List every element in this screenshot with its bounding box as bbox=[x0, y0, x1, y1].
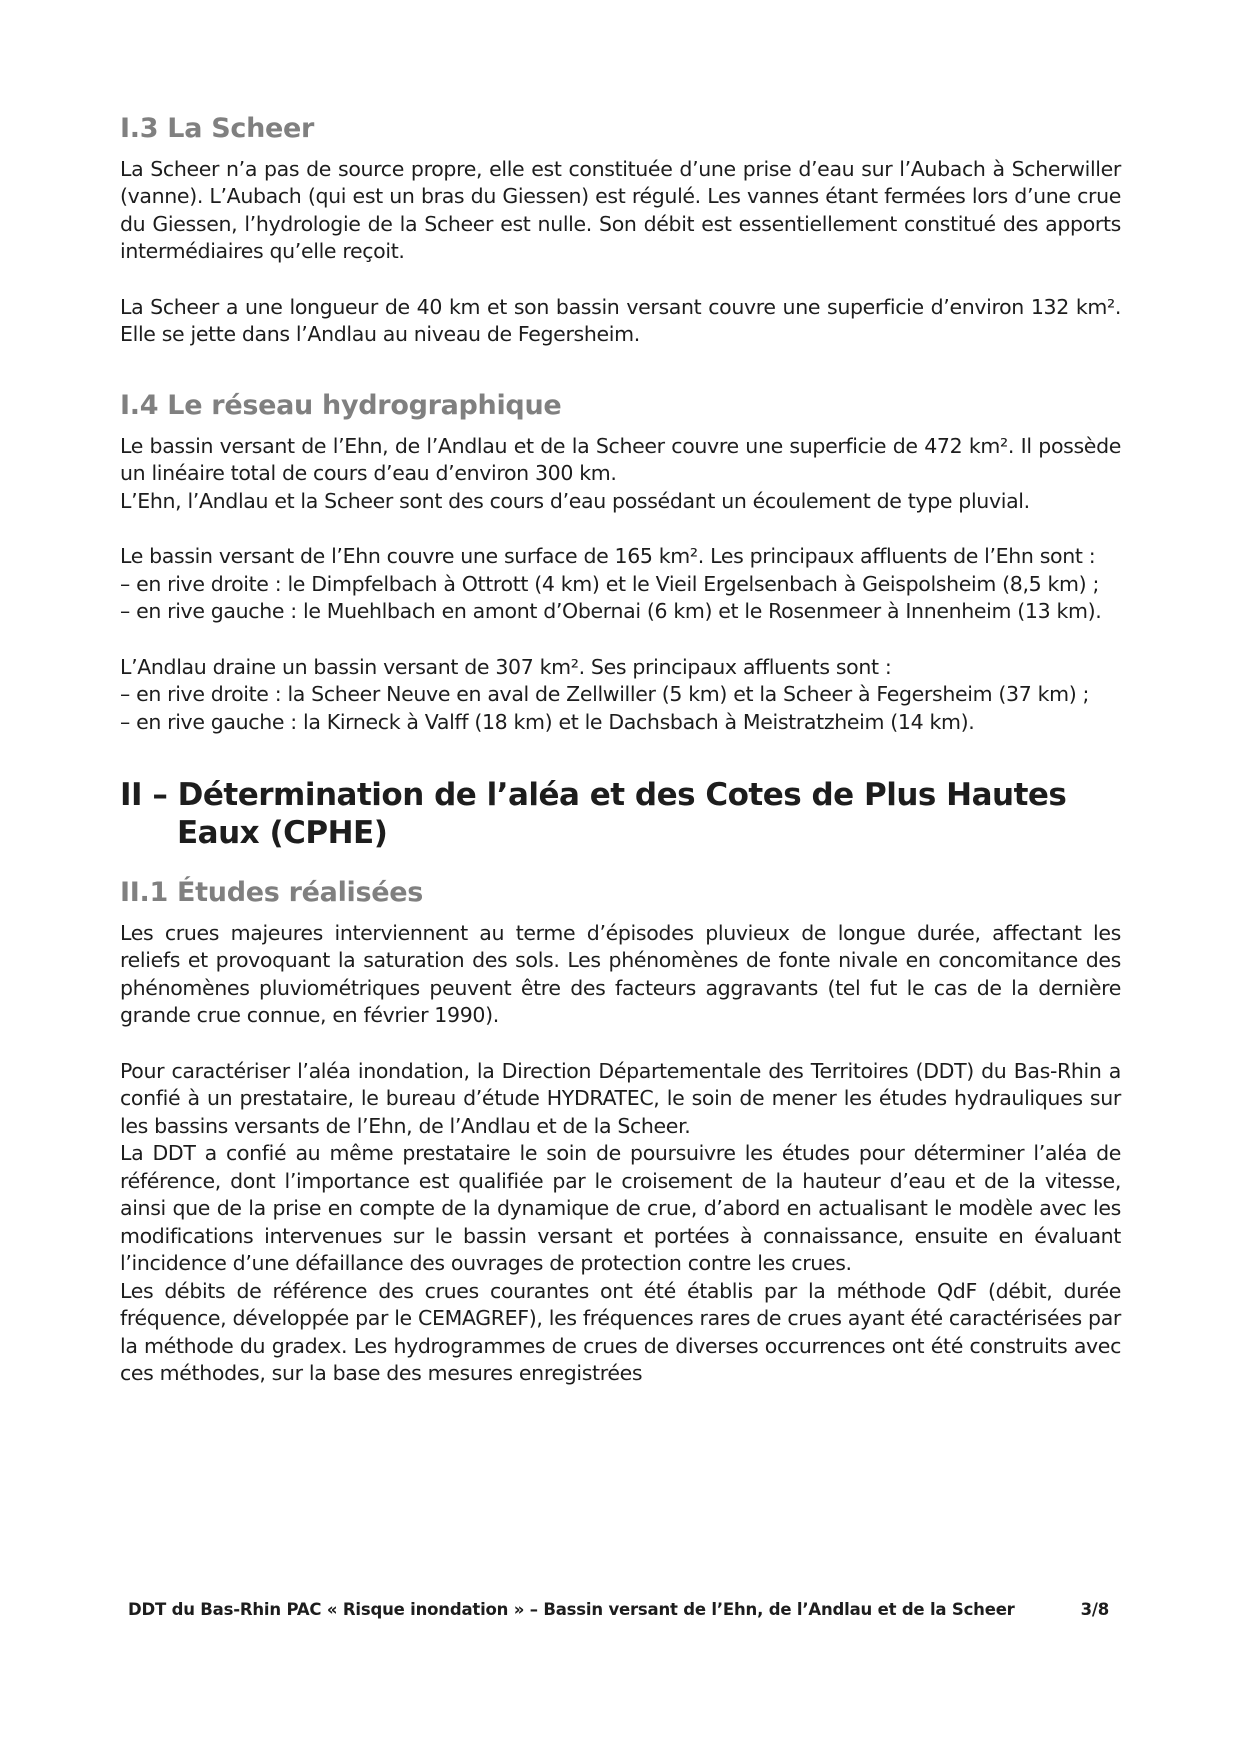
footer-title: DDT du Bas-Rhin PAC « Risque inondation » – Bassin versant de l’Ehn, de l’Andlau et de la Scheer bbox=[128, 1600, 1015, 1619]
paragraph: Le bassin versant de l’Ehn couvre une surface de 165 km². Les principaux affluents de l’Ehn sont : bbox=[120, 544, 1096, 568]
page-footer bbox=[128, 1600, 1109, 1619]
paragraph: L’Andlau draine un bassin versant de 307 km². Ses principaux affluents sont : bbox=[120, 654, 892, 679]
section-heading-1-4: I.4 Le réseau hydrographique bbox=[120, 389, 562, 421]
list-item: – en rive gauche : la Kirneck à Valff (18 km) et le Dachsbach à Meistratzheim (14 km). bbox=[120, 709, 975, 734]
paragraph: Pour caractériser l’aléa inondation, la Direction Départementale des Territoires (DDT) du Bas-Rhin a confié à un prestataire, le bureau d’étude HYDRATEC, le soin de mener les études hydrauliques sur les bassins versants de l’Ehn, de l’Andlau et de la Scheer. bbox=[120, 1058, 1121, 1138]
paragraph: Le bassin versant de l’Ehn, de l’Andlau et de la Scheer couvre une superficie de 472 km². Il possède un linéaire total de cours d’eau d’environ 300 km. bbox=[120, 433, 1121, 485]
list-item: – en rive droite : le Dimpfelbach à Ottrott (4 km) et le Vieil Ergelsenbach à Geispolsheim (8,5 km) ; bbox=[120, 571, 1100, 596]
paragraph: La Scheer n’a pas de source propre, elle est constituée d’une prise d’eau sur l’Aubach à Scherwiller (vanne). L’Aubach (qui est un bras du Giessen) est régulé. Les vannes étant fermées lors d’une crue du Giessen, l’hydrologie de la Scheer est nulle. Son débit est essentiellement constitué des apports intermédiaires qu’elle reçoit. bbox=[120, 156, 1121, 264]
chapter-heading-2: II – Détermination de l’aléa et des Cotes de Plus Hautes Eaux (CPHE) bbox=[120, 777, 1067, 851]
document-page bbox=[120, 112, 1121, 1388]
section-heading-2-1: II.1 Études réalisées bbox=[120, 877, 424, 908]
list-item: – en rive droite : la Scheer Neuve en aval de Zellwiller (5 km) et la Scheer à Fegersheim (37 km) ; bbox=[120, 682, 1090, 706]
section-heading-1-3: I.3 La Scheer bbox=[120, 113, 315, 144]
page-number: 3/8 bbox=[1080, 1600, 1109, 1619]
paragraph: La DDT a confié au même prestataire le soin de poursuivre les études pour déterminer l’aléa de référence, dont l’importance est qualifiée par le croisement de la hauteur d’eau et de la vitesse, ainsi que de la prise en compte de la dynamique de crue, d’abord en actualisant le modèle avec les modifications intervenues sur le bassin versant et portées à connaissance, ensuite en évaluant l’incidence d’une défaillance des ouvrages de protection contre les crues. bbox=[120, 1141, 1121, 1276]
paragraph: Les crues majeures interviennent au terme d’épisodes pluvieux de longue durée, affectant les reliefs et provoquant la saturation des sols. Les phénomènes de fonte nivale en concomitance des phénomènes pluviométriques peuvent être des facteurs aggravants (tel fut le cas de la dernière grande crue connue, en février 1990). bbox=[120, 920, 1121, 1028]
list-item: – en rive gauche : le Muehlbach en amont d’Obernai (6 km) et le Rosenmeer à Innenheim (13 km). bbox=[120, 599, 1102, 623]
paragraph: L’Ehn, l’Andlau et la Scheer sont des cours d’eau possédant un écoulement de type pluvial. bbox=[120, 488, 1030, 513]
paragraph: Les débits de référence des crues courantes ont été établis par la méthode QdF (débit, durée fréquence, développée par le CEMAGREF), les fréquences rares de crues ayant été caractérisées par la méthode du gradex. Les hydrogrammes de crues de diverses occurrences ont été construits avec ces méthodes, sur la base des mesures enregistrées bbox=[120, 1278, 1121, 1386]
paragraph: La Scheer a une longueur de 40 km et son bassin versant couvre une superficie d’environ 132 km². Elle se jette dans l’Andlau au niveau de Fegersheim. bbox=[120, 294, 1121, 347]
